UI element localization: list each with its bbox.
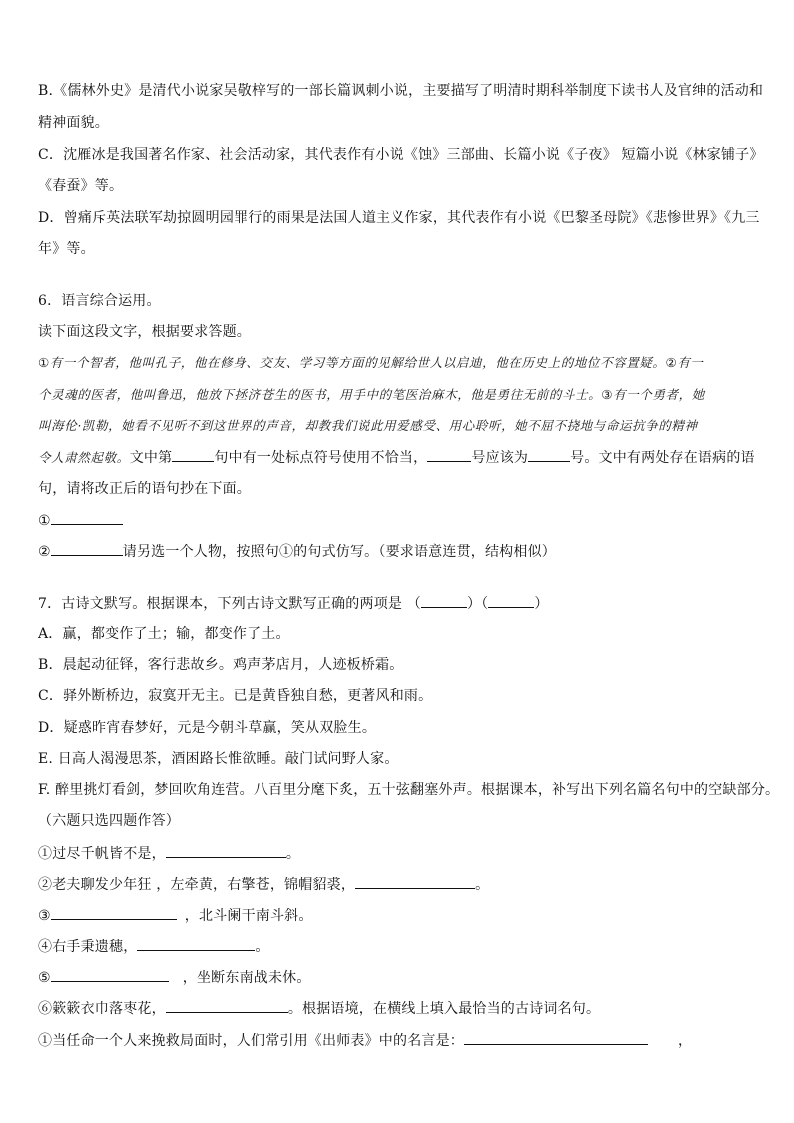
q6-passage-line1: ①有一个智者，他叫孔子，他在修身、交友、学习等方面的见解给世人以启迪，他在历史上的地位不容置疑。②有一 [38,355,704,370]
q6-answer-2-text: 请另选一个人物，按照句①的句式仿写。（要求语意连贯，结构相似） [122,544,556,560]
q7-fill-4 [38,936,270,957]
q6-text: 句中有一处标点符号使用不恰当， [214,450,428,466]
q7-option-d: D．疑惑昨宵春梦好，元是今朝斗草赢，笑从双脸生。 [38,720,377,736]
q7-option-a: A．赢，都变作了土；输，都变作了土。 [38,626,290,642]
q7-fill-1 [38,843,300,864]
q7-fill-5-blank[interactable] [51,967,169,982]
q7-context-1-text: ①当任命一个人来挽救局面时，人们常引用《出师表》中的名言是： [38,1033,464,1049]
q7-fill-5-text: ，坐断东南战未休。 [182,970,311,986]
q5-option-b-line1: B.《儒林外史》是清代小说家吴敬梓写的一部长篇讽刺小说，主要描写了明清时期科举制度下读书人及官绅的活动和 [38,83,764,99]
q7-fill-5 [38,967,311,988]
q6-answer-1-label: ① [38,513,51,529]
q6-passage-line3: 叫海伦·凯勒，她看不见听不到这世界的声音，却教我们说此用爱感受、用心聆听，她不屈不挠地与命运抗争的精神 [38,418,698,433]
q6-answer-1 [38,510,123,531]
q7-title-text: ）（ [466,596,489,612]
q6-title: 6．语言综合运用。 [38,293,161,309]
q7-title-text: ） [534,596,549,612]
q6-wrong-punct-blank[interactable] [427,447,471,462]
q7-option-e: E. 日高人渴漫思茶，酒困路长惟欲睡。敲门试问野人家。 [38,751,399,767]
q6-sentence-number-blank[interactable] [172,447,214,462]
q6-answer-2-blank[interactable] [51,541,123,556]
q7-answer-blank-2[interactable] [488,593,534,608]
q6-passage-end: 令人肃然起敬。 [38,450,130,465]
q6-correct-punct-blank[interactable] [528,447,570,462]
q7-fill-2-period: 。 [475,877,490,893]
q7-fill-1-period: 。 [285,846,301,862]
q6-answer-2 [38,541,556,562]
q7-fill-3-blank[interactable] [51,905,177,920]
q7-context-1 [38,1030,692,1051]
q5-option-d-line2: 年》等。 [38,241,95,257]
q7-fill-6-text: ⑥簌簌衣巾落枣花， [38,1001,166,1017]
q7-fill-3 [38,905,313,926]
q7-fill-6-blank[interactable] [166,998,288,1013]
q5-option-b-line2: 精神面貌。 [38,115,109,131]
q7-fill-5-label: ⑤ [38,970,51,986]
q7-fill-4-period: 。 [255,939,270,955]
q7-context-1-comma: ， [678,1033,693,1049]
q7-option-c: C．驿外断桥边，寂寞开无主。已是黄昏独自愁，更著风和雨。 [38,688,433,704]
q6-text: 号应该为 [471,450,529,466]
q7-fill-6 [38,998,600,1019]
q6-text: 文中第 [129,450,173,466]
q6-passage-line2: 个灵魂的医者，他叫鲁迅，他放下拯济苍生的医书，用手中的笔医治麻木，他是勇往无前的斗士。③有一个勇者，她 [38,387,705,402]
q5-option-d-line1: D．曾痛斥英法联军劫掠圆明园罪行的雨果是法国人道主义作家，其代表作有小说《巴黎圣母院》《悲惨世界》《九三 [38,210,760,226]
q7-fill-4-text: ④右手秉遗穗， [38,939,138,955]
q7-fill-3-text: ，北斗阑干南斗斜。 [184,908,313,924]
q6-answer-2-label: ② [38,544,51,560]
q6-passage-line4 [38,447,755,468]
q7-note: （六题只选四题作答） [38,813,180,829]
q7-fill-4-blank[interactable] [137,936,255,951]
q5-option-c-line1: C．沈雁冰是我国著名作家、社会活动家，其代表作有小说《蚀》三部曲、长篇小说《子夜》 短篇小说《林家铺子》 [38,147,764,163]
q6-instruction: 读下面这段文字，根据要求答题。 [38,324,251,340]
q7-option-b: B．晨起动征铎，客行悲故乡。鸡声茅店月，人迹板桥霜。 [38,657,404,673]
q7-fill-3-label: ③ [38,908,51,924]
q6-answer-1-blank[interactable] [51,510,123,525]
q7-context-1-blank[interactable] [464,1030,648,1045]
q7-fill-6-after: 。根据语境，在横线上填入最恰当的古诗词名句。 [287,1001,601,1017]
q7-fill-2-text: ②老夫聊发少年狂 ，左牵黄，右擎苍，锦帽貂裘， [38,877,356,893]
q7-fill-2-blank[interactable] [355,874,475,889]
q7-answer-blank-1[interactable] [421,593,467,608]
q7-title-text: 7．古诗文默写。根据课本，下列古诗文默写正确的两项是 （ [38,596,421,612]
q5-option-c-line2: 《春蚕》等。 [38,178,124,194]
q7-option-f: F. 醉里挑灯看剑，梦回吹角连营。八百里分麾下炙，五十弦翻塞外声。根据课本，补写出下列名篇名句中的空缺部分。 [38,782,780,798]
q6-text: 号。文中有两处存在语病的语 [570,450,755,466]
q6-passage-line5: 句，请将改正后的语句抄在下面。 [38,481,251,497]
q7-fill-1-blank[interactable] [166,843,286,858]
q7-fill-1-text: ①过尽千帆皆不是， [38,846,166,862]
q7-fill-2 [38,874,489,895]
q7-title [38,593,549,614]
